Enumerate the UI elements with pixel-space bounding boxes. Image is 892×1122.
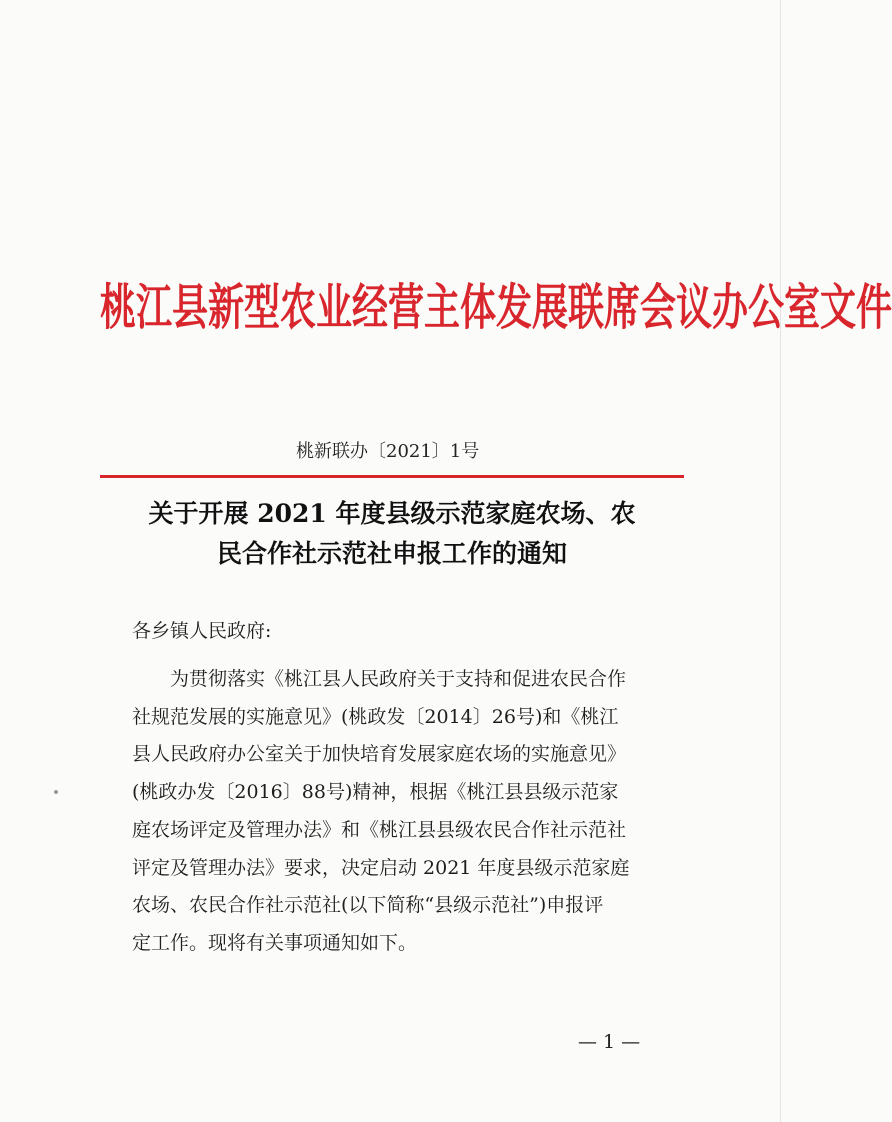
page-number: — 1 — xyxy=(578,1031,641,1053)
notice-title-line-1: 关于开展 2021 年度县级示范家庭农场、农 xyxy=(148,499,636,528)
body-line: 农场、农民合作社示范社(以下简称“县级示范社”)申报评 xyxy=(132,894,604,917)
red-header-title: 桃江县新型农业经营主体发展联席会议办公室文件 xyxy=(100,279,892,337)
body-paragraph xyxy=(132,661,684,963)
notice-title-line-2: 民合作社示范社申报工作的通知 xyxy=(216,539,567,568)
notice-title xyxy=(100,494,684,574)
document-number: 桃新联办〔2021〕1号 xyxy=(296,441,480,462)
body-line: (桃政办发〔2016〕88号)精神，根据《桃江县县级示范家 xyxy=(132,781,619,804)
body-line: 评定及管理办法》要求，决定启动 2021 年度县级示范家庭 xyxy=(132,856,630,879)
body-line: 为贯彻落实《桃江县人民政府关于支持和促进农民合作 xyxy=(170,668,627,690)
scan-mark xyxy=(54,790,58,794)
addressee: 各乡镇人民政府: xyxy=(132,620,272,642)
red-divider-line xyxy=(100,475,684,478)
body-line: 定工作。现将有关事项通知如下。 xyxy=(132,931,418,954)
page-edge-shadow xyxy=(780,0,781,1122)
body-line: 社规范发展的实施意见》(桃政发〔2014〕26号)和《桃江 xyxy=(132,705,619,728)
body-line: 县人民政府办公室关于加快培育发展家庭农场的实施意见》 xyxy=(132,743,627,766)
body-line: 庭农场评定及管理办法》和《桃江县县级农民合作社示范社 xyxy=(132,818,627,841)
